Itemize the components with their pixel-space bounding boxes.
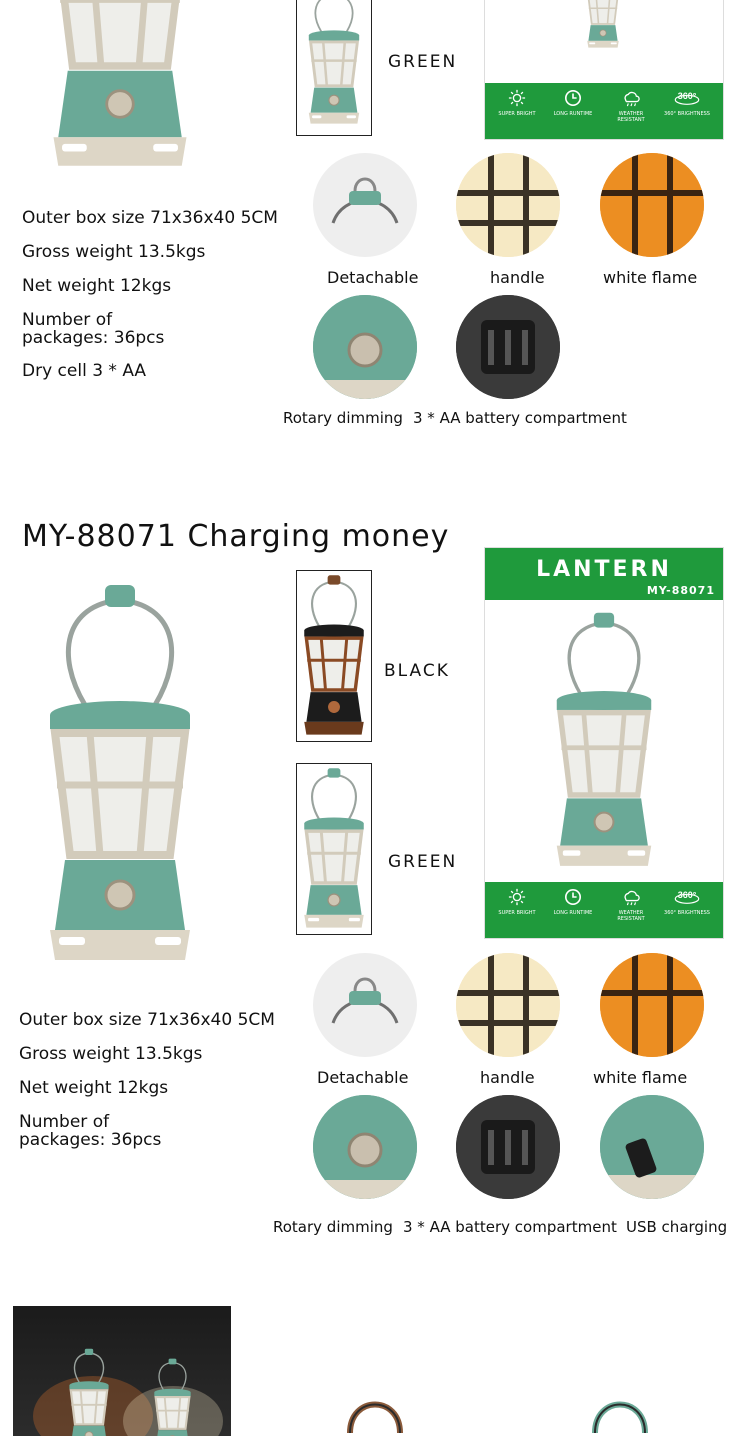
feature-360-2: 360° BRIGHTNESS	[661, 888, 713, 916]
weather-icon	[622, 89, 640, 107]
detail-handle-image	[313, 153, 417, 257]
handle-top-image-1	[340, 1385, 410, 1435]
feature-bar	[485, 83, 723, 139]
box-title: LANTERN	[536, 557, 672, 582]
spec-packages-2: Number of packages: 36pcs	[19, 1112, 162, 1150]
caption-detachable: Detachable	[327, 268, 419, 287]
green-lantern-image	[297, 0, 371, 129]
detail-dimmer-image-2	[313, 1095, 417, 1199]
360-icon	[672, 89, 702, 107]
green-variant-thumbnail[interactable]	[296, 0, 372, 136]
color-label-green: GREEN	[388, 52, 458, 72]
packaging-box	[484, 0, 724, 140]
feature-weather: WEATHER RESISTANT	[605, 89, 657, 123]
color-label-black: BLACK	[384, 661, 450, 681]
360-icon	[672, 888, 702, 906]
weather-icon	[622, 888, 640, 906]
black-variant-thumbnail[interactable]	[296, 570, 372, 742]
caption-handle: handle	[490, 268, 545, 287]
detail-flame-image	[600, 153, 704, 257]
caption-battery-compartment: 3 * AA battery compartment	[413, 409, 627, 427]
feature-long-runtime: LONG RUNTIME	[547, 89, 599, 117]
spec-net-weight: Net weight 12kgs	[22, 276, 172, 296]
main-lantern-image	[40, 0, 200, 180]
caption-detachable-2: Detachable	[317, 1068, 409, 1087]
spec-gross-weight-2: Gross weight 13.5kgs	[19, 1044, 203, 1064]
caption-rotary-dimming-2: Rotary dimming	[273, 1218, 393, 1236]
color-label-green-2: GREEN	[388, 852, 458, 872]
clock-icon	[564, 89, 582, 107]
feature-long-runtime-2: LONG RUNTIME	[547, 888, 599, 916]
clock-icon	[564, 888, 582, 906]
spec-net-weight-2: Net weight 12kgs	[19, 1078, 169, 1098]
feature-super-bright: SUPER BRIGHT	[491, 89, 543, 117]
detail-usb-image	[600, 1095, 704, 1199]
spec-dry-cell: Dry cell 3 * AA	[22, 361, 147, 381]
spec-packages: Number of packages: 36pcs	[22, 310, 165, 348]
detail-window-image-2	[456, 953, 560, 1057]
caption-usb-charging: USB charging	[626, 1218, 728, 1236]
sun-icon	[508, 888, 526, 906]
section-title: MY-88071 Charging money	[22, 519, 450, 554]
sun-icon	[508, 89, 526, 107]
feature-bar-2	[485, 882, 723, 938]
green-variant-thumbnail-2[interactable]	[296, 763, 372, 935]
spec-outer-box: Outer box size 71x36x40 5CM	[22, 208, 278, 228]
detail-handle-image-2	[313, 953, 417, 1057]
feature-360: 360° BRIGHTNESS	[661, 89, 713, 117]
spec-outer-box-2: Outer box size 71x36x40 5CM	[19, 1010, 275, 1030]
spec-gross-weight: Gross weight 13.5kgs	[22, 242, 206, 262]
packaging-box-2	[484, 547, 724, 939]
box-lantern-image	[553, 0, 653, 51]
detail-window-image	[456, 153, 560, 257]
main-lantern-image-2	[40, 575, 200, 975]
box-model: MY-88071	[646, 584, 715, 597]
feature-weather-2: WEATHER RESISTANT	[605, 888, 657, 922]
handle-top-image-2	[585, 1385, 655, 1435]
black-lantern-image	[297, 571, 371, 741]
detail-battery-image	[456, 295, 560, 399]
night-scene-photo	[13, 1306, 231, 1436]
detail-battery-image-2	[456, 1095, 560, 1199]
caption-handle-2: handle	[480, 1068, 535, 1087]
detail-flame-image-2	[600, 953, 704, 1057]
green-lantern-image-2	[297, 764, 371, 934]
caption-white-flame: white flame	[603, 268, 698, 287]
caption-rotary-dimming: Rotary dimming	[283, 409, 403, 427]
box-lantern-image-2	[549, 606, 659, 876]
caption-battery-compartment-2: 3 * AA battery compartment	[403, 1218, 617, 1236]
feature-super-bright-2: SUPER BRIGHT	[491, 888, 543, 916]
detail-dimmer-image	[313, 295, 417, 399]
caption-white-flame-2: white flame	[593, 1068, 688, 1087]
